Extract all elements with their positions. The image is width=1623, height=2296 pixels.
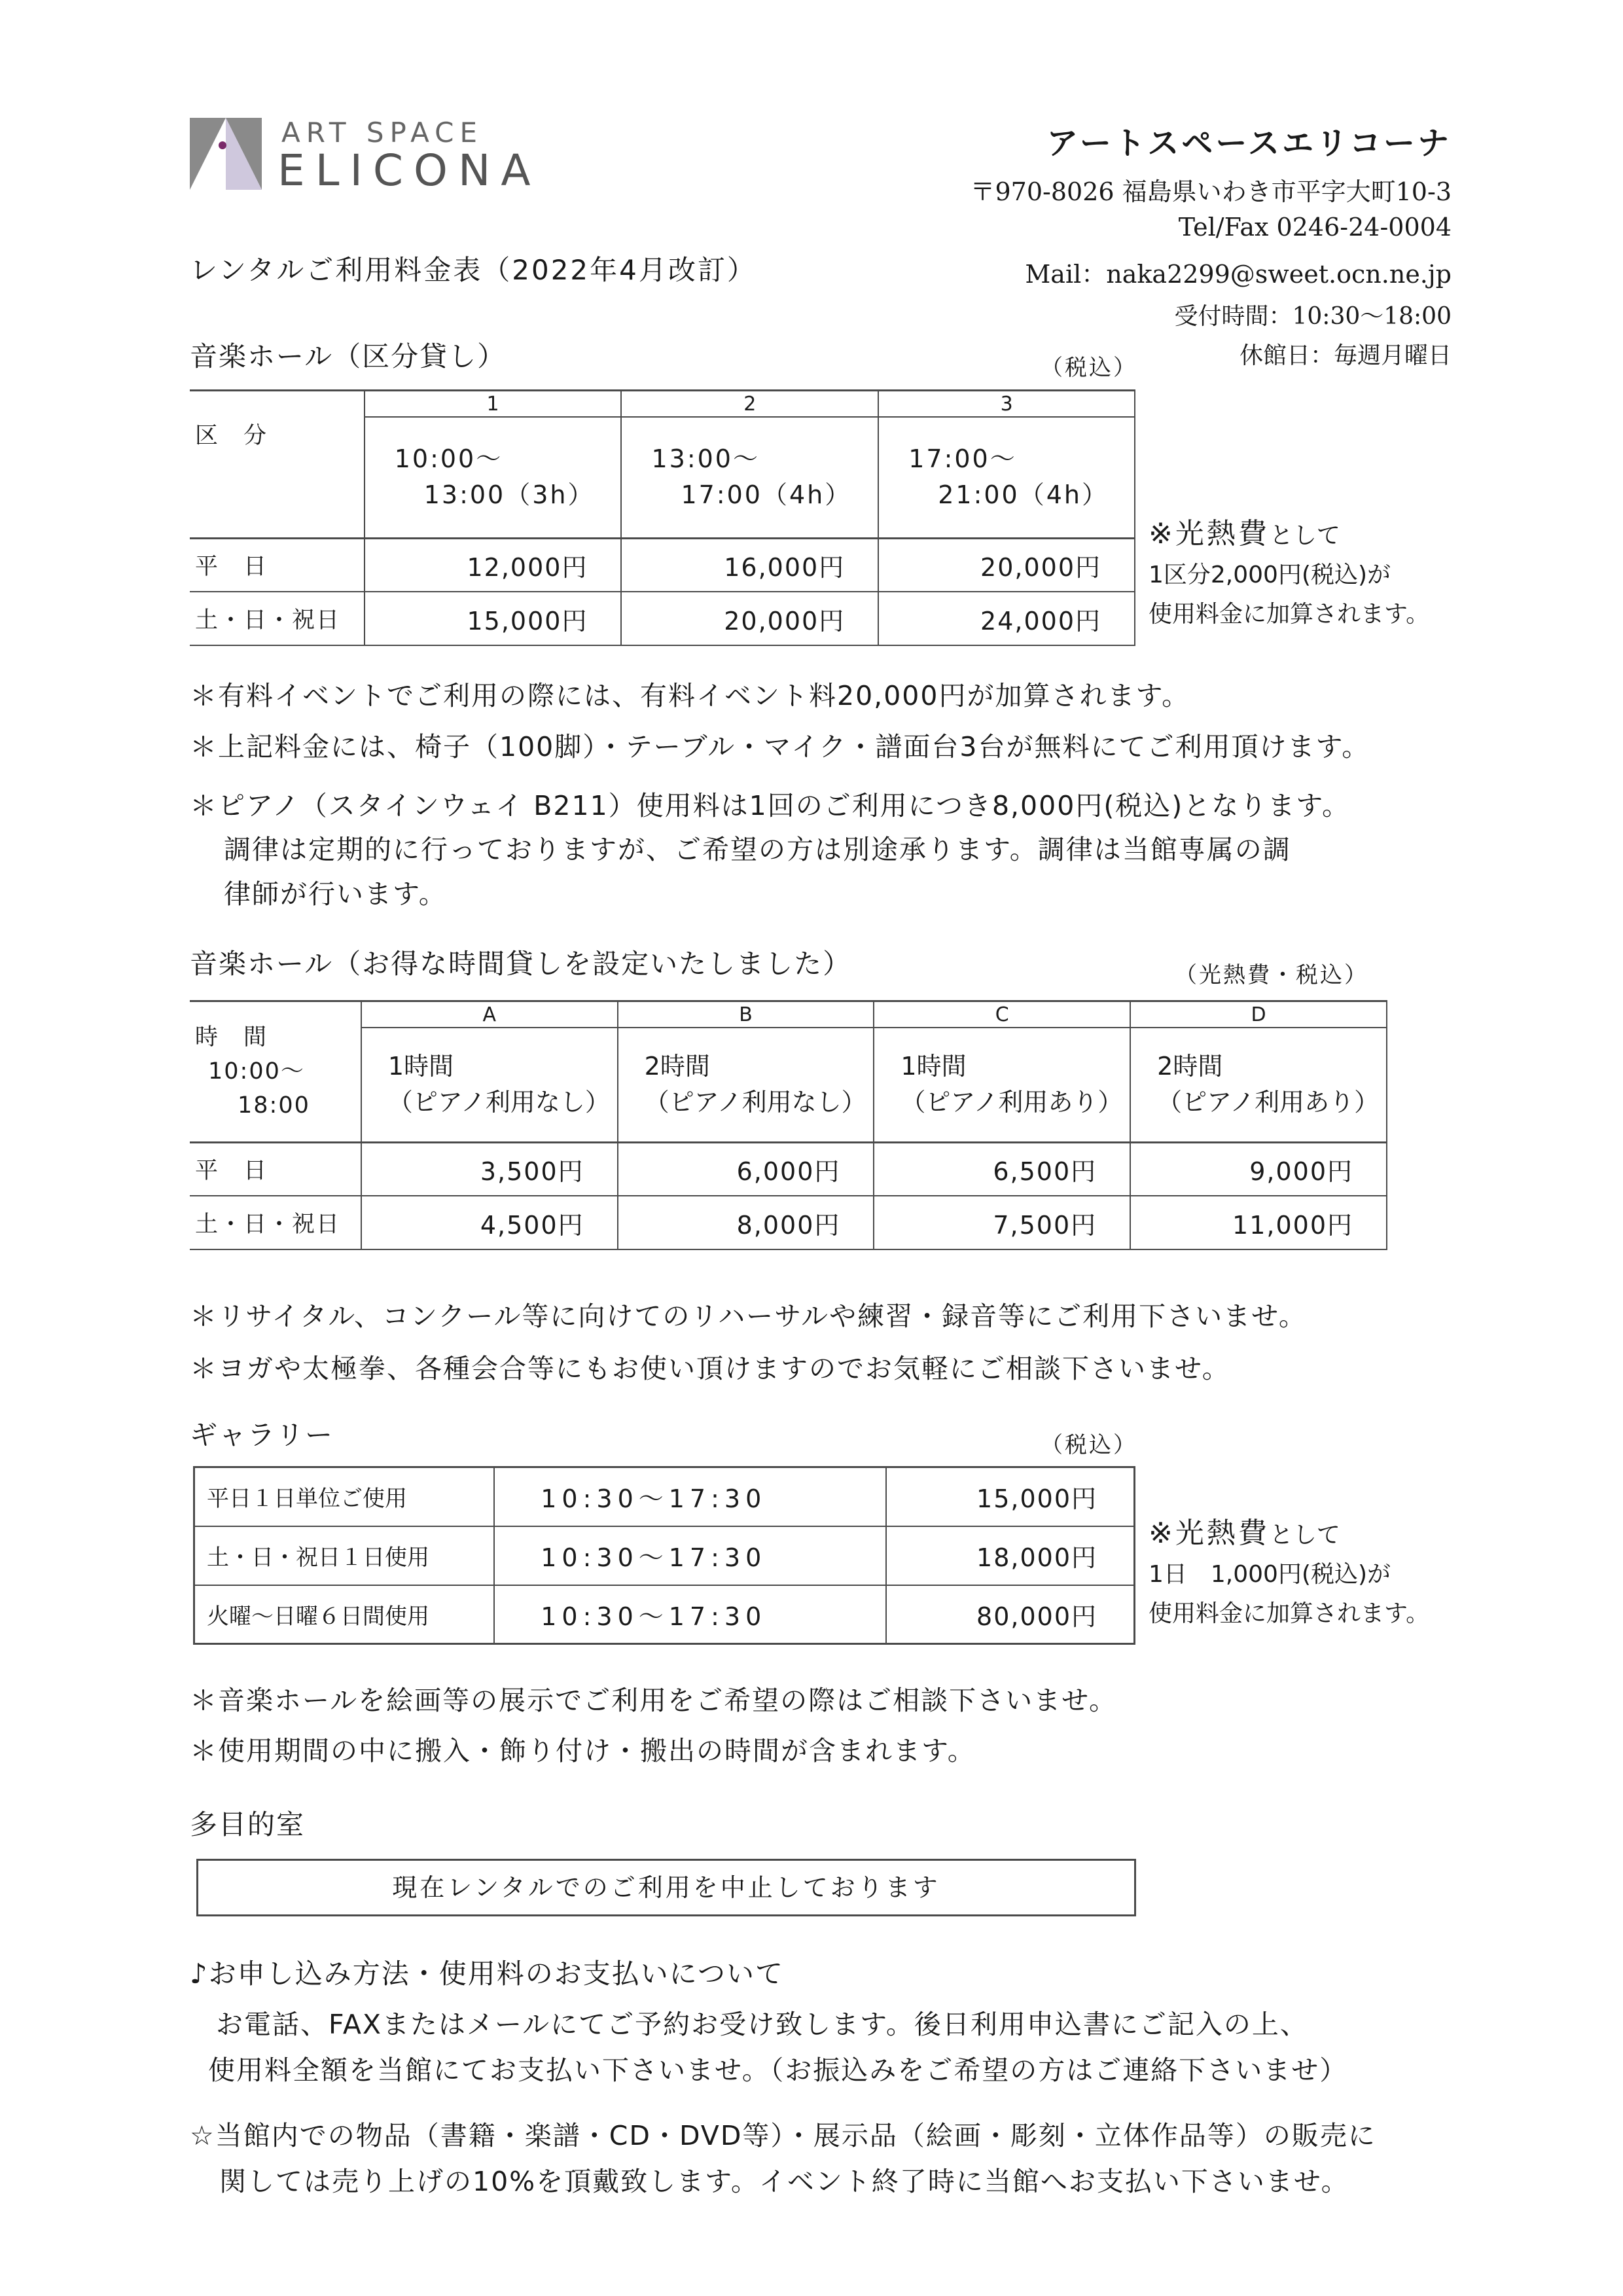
hall-note: ＊有料イベントでご利用の際には、有料イベント料20,000円が加算されます。 — [190, 680, 1190, 711]
hourly-price: 6,000円 — [618, 1142, 874, 1196]
gallery-row-price: 18,000円 — [886, 1526, 1134, 1585]
hall-note: ＊ピアノ（スタインウェイ B211）使用料は1回のご利用につき8,000円(税込)となります。 — [190, 790, 1351, 821]
hourly-price: 6,500円 — [874, 1142, 1130, 1196]
gallery-row-price: 80,000円 — [886, 1585, 1134, 1644]
venue-name: アートスペースエリコーナ — [1046, 125, 1452, 162]
hall-price: 20,000円 — [878, 538, 1135, 592]
gallery-section-title: ギャラリー — [190, 1419, 334, 1451]
hall-row-weekday: 平 日 — [190, 538, 365, 592]
gallery-row-label: 平日１日単位ご使用 — [194, 1467, 495, 1526]
gallery-row-time: 10:30〜17:30 — [494, 1585, 886, 1644]
gallery-note: ＊音楽ホールを絵画等の展示でご利用をご希望の際はご相談下さいませ。 — [190, 1685, 1117, 1716]
gallery-row-time: 10:30〜17:30 — [494, 1526, 886, 1585]
sales-commission-note: ☆当館内での物品（書籍・楽譜・CD・DVD等）・展示品（絵画・彫刻・立体作品等）の販売に — [190, 2120, 1376, 2151]
hourly-price: 11,000円 — [1130, 1196, 1387, 1249]
hall-tax-note: （税込） — [1041, 355, 1137, 381]
hourly-plan-a: 1時間 （ピアノ利用なし） — [361, 1028, 618, 1142]
gallery-tax-note: （税込） — [1041, 1432, 1137, 1458]
closed-day: 休館日：毎週月曜日 — [1239, 342, 1452, 369]
hourly-price: 3,500円 — [361, 1142, 618, 1196]
hall-row-weekend: 土・日・祝日 — [190, 592, 365, 645]
document-title: レンタルご利用料金表（2022年4月改訂） — [190, 254, 757, 286]
application-title: ♪お申し込み方法・使用料のお支払いについて — [190, 1958, 784, 1990]
hourly-row-weekend: 土・日・祝日 — [190, 1196, 361, 1249]
hourly-note: ＊ヨガや太極拳、各種会合等にもお使い頂けますのでお気軽にご相談下さいませ。 — [190, 1353, 1230, 1384]
hourly-plan-d: 2時間 （ピアノ利用あり） — [1130, 1028, 1387, 1142]
logo-title: ELICONA — [277, 145, 541, 196]
gallery-row-time: 10:30〜17:30 — [494, 1467, 886, 1526]
hourly-section-title: 音楽ホール（お得な時間貸しを設定いたしました） — [190, 948, 852, 980]
hall-note: 調律は定期的に行っておりますが、ご希望の方は別途承ります。調律は当館専属の調 — [224, 834, 1291, 865]
venue-tel: Tel/Fax 0246-24-0004 — [1178, 213, 1452, 242]
elicona-logo-mark — [190, 118, 262, 190]
hourly-col-c: C — [874, 1001, 1130, 1028]
gallery-utility-note: ※光熱費として 1日 1,000円(税込)が 使用料金に加算されます。 — [1149, 1516, 1430, 1627]
hall-col-2: 2 — [621, 391, 878, 418]
hall-price: 12,000円 — [365, 538, 622, 592]
hourly-col-d: D — [1130, 1001, 1387, 1028]
hall-slot-3: 17:00〜 21:00（4h） — [878, 417, 1135, 538]
gallery-row-label: 土・日・祝日１日使用 — [194, 1526, 495, 1585]
logo-subtitle: ART SPACE — [281, 117, 484, 149]
hall-col-1: 1 — [365, 391, 622, 418]
hall-price-table — [190, 389, 1135, 646]
gallery-row-label: 火曜〜日曜６日間使用 — [194, 1585, 495, 1644]
hourly-row-weekday: 平 日 — [190, 1142, 361, 1196]
hall-slot-2: 13:00〜 17:00（4h） — [621, 417, 878, 538]
hall-row-header: 区 分 — [190, 391, 365, 539]
hourly-price: 8,000円 — [618, 1196, 874, 1249]
hourly-col-a: A — [361, 1001, 618, 1028]
hall-price: 15,000円 — [365, 592, 622, 645]
application-text: お電話、FAXまたはメールにてご予約お受け致します。後日利用申込書にご記入の上、 — [216, 2009, 1308, 2040]
multipurpose-status-box: 現在レンタルでのご利用を中止しております — [196, 1859, 1136, 1916]
hourly-note: ＊リサイタル、コンクール等に向けてのリハーサルや練習・録音等にご利用下さいませ。 — [190, 1300, 1307, 1332]
hourly-plan-c: 1時間 （ピアノ利用あり） — [874, 1028, 1130, 1142]
hourly-price: 7,500円 — [874, 1196, 1130, 1249]
gallery-price-table — [193, 1466, 1135, 1645]
venue-mail: Mail：naka2299@sweet.ocn.ne.jp — [1025, 260, 1452, 289]
venue-address: 〒970-8026 福島県いわき市平字大町10-3 — [970, 177, 1452, 206]
hourly-tax-note: （光熱費・税込） — [1175, 962, 1368, 988]
hourly-col-b: B — [618, 1001, 874, 1028]
reception-hours: 受付時間：10:30〜18:00 — [1174, 303, 1452, 330]
hall-price: 16,000円 — [621, 538, 878, 592]
gallery-note: ＊使用期間の中に搬入・飾り付け・搬出の時間が含まれます。 — [190, 1735, 976, 1767]
hall-col-3: 3 — [878, 391, 1135, 418]
hall-note: 律師が行います。 — [224, 878, 447, 910]
hourly-price: 4,500円 — [361, 1196, 618, 1249]
hall-note: ＊上記料金には、椅子（100脚）・テーブル・マイク・譜面台3台が無料にてご利用頂けます。 — [190, 731, 1370, 762]
hall-slot-1: 10:00〜 13:00（3h） — [365, 417, 622, 538]
multipurpose-section-title: 多目的室 — [190, 1808, 306, 1840]
hourly-price-table — [190, 1000, 1387, 1250]
application-text: 使用料全額を当館にてお支払い下さいませ。（お振込みをご希望の方はご連絡下さいませ） — [208, 2054, 1348, 2086]
hall-price: 24,000円 — [878, 592, 1135, 645]
sales-commission-note: 関しては売り上げの10%を頂戴致します。イベント終了時に当館へお支払い下さいませ。 — [219, 2166, 1349, 2197]
hourly-price: 9,000円 — [1130, 1142, 1387, 1196]
gallery-row-price: 15,000円 — [886, 1467, 1134, 1526]
hall-utility-note: ※光熱費として 1区分2,000円(税込)が 使用料金に加算されます。 — [1149, 517, 1430, 628]
hall-section-title: 音楽ホール（区分貸し） — [190, 340, 507, 372]
hourly-row-header: 時 間 10:00〜 18:00 — [190, 1001, 361, 1143]
hourly-plan-b: 2時間 （ピアノ利用なし） — [618, 1028, 874, 1142]
hall-price: 20,000円 — [621, 592, 878, 645]
